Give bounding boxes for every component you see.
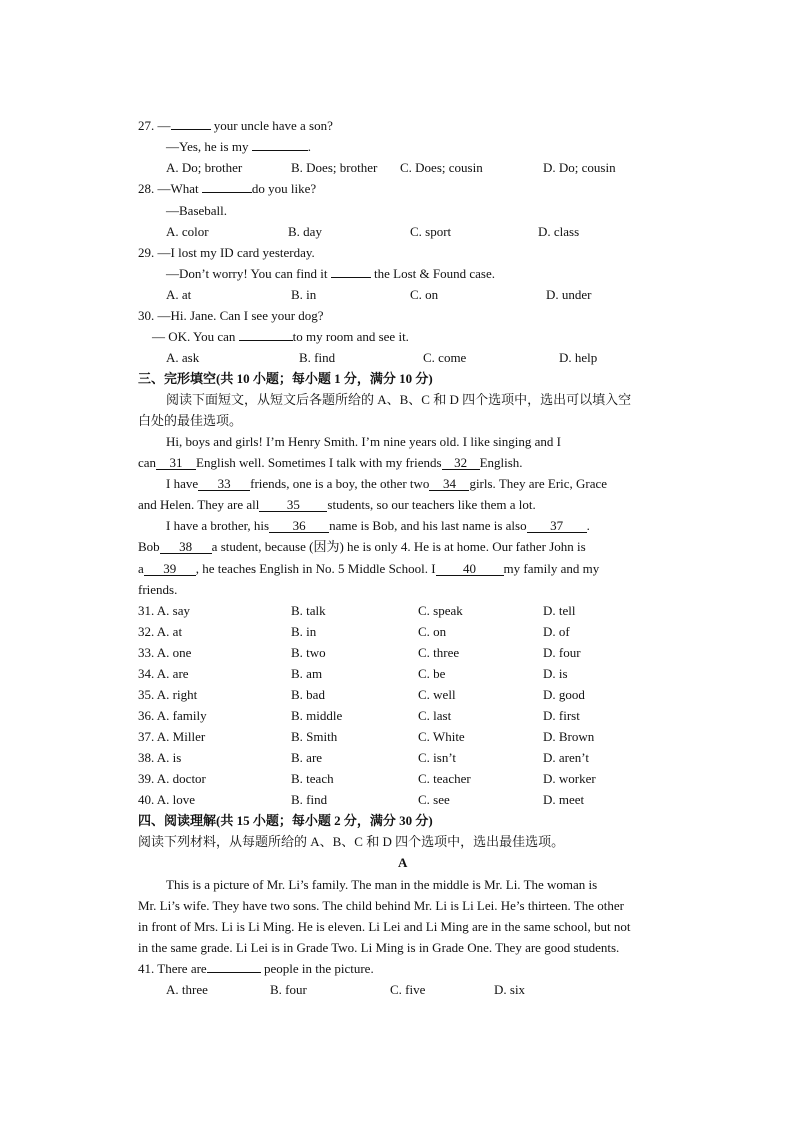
cloze-blank-37: 37 <box>527 519 587 533</box>
section-4-heading: 四、阅读理解(共 15 小题；每小题 2 分，满分 30 分) <box>138 813 433 828</box>
cloze-option: D. Brown <box>543 729 595 744</box>
cloze-option: C. on <box>418 624 447 639</box>
cloze-option: D. is <box>543 666 568 681</box>
reading-passage-line: This is a picture of Mr. Li’s family. The man in the middle is Mr. Li. The woman is <box>166 877 598 892</box>
cloze-option: B. am <box>291 666 323 681</box>
cloze-option: D. aren’t <box>543 750 589 765</box>
option: A. color <box>166 224 209 239</box>
passage-line: a 39 , he teaches English in No. 5 Middle School. I 40 my family and my <box>138 561 600 576</box>
cloze-option: C. last <box>418 708 452 723</box>
reading-passage-line: in the same grade. Li Lei is in Grade Two. Li Ming is in Grade One. They are good students. <box>138 940 620 955</box>
cloze-blank-33: 33 <box>198 477 250 491</box>
option: D. class <box>538 224 580 239</box>
option: B. find <box>299 350 336 365</box>
answer-blank <box>207 972 261 973</box>
cloze-option: 37. A. Miller <box>138 729 206 744</box>
option: D. six <box>494 982 526 997</box>
question-29-stem: 29. —I lost my ID card yesterday. <box>138 245 315 260</box>
cloze-blank-32: 32 <box>442 456 480 470</box>
cloze-option: B. middle <box>291 708 343 723</box>
cloze-option: D. meet <box>543 792 585 807</box>
cloze-option: 33. A. one <box>138 645 192 660</box>
cloze-blank-36: 36 <box>269 519 329 533</box>
cloze-option: C. isn’t <box>418 750 457 765</box>
answer-blank <box>171 129 211 130</box>
answer-blank <box>252 150 308 151</box>
section-3-heading: 三、完形填空(共 10 小题；每小题 1 分，满分 10 分) <box>138 371 433 386</box>
cloze-option: C. speak <box>418 603 463 618</box>
cloze-option: 38. A. is <box>138 750 182 765</box>
cloze-option: 35. A. right <box>138 687 198 702</box>
cloze-option: D. good <box>543 687 585 702</box>
option: B. day <box>288 224 322 239</box>
cloze-option: 36. A. family <box>138 708 207 723</box>
option: D. Do; cousin <box>543 160 616 175</box>
option: B. in <box>291 287 317 302</box>
cloze-option: C. see <box>418 792 450 807</box>
cloze-option: D. of <box>543 624 570 639</box>
option: A. three <box>166 982 208 997</box>
cloze-option: B. bad <box>291 687 325 702</box>
option: C. sport <box>410 224 452 239</box>
option: C. come <box>423 350 467 365</box>
cloze-option: D. four <box>543 645 581 660</box>
cloze-option: B. two <box>291 645 326 660</box>
cloze-option: B. are <box>291 750 323 765</box>
cloze-blank-39: 39 <box>144 562 196 576</box>
option: C. on <box>410 287 439 302</box>
cloze-option: C. be <box>418 666 446 681</box>
passage-line: Bob 38 a student, because (因为) he is only 4. He is at home. Our father John is <box>138 539 586 554</box>
question-30-stem: 30. —Hi. Jane. Can I see your dog? <box>138 308 324 323</box>
cloze-option: C. three <box>418 645 460 660</box>
option: C. five <box>390 982 426 997</box>
option: B. four <box>270 982 307 997</box>
cloze-option: B. talk <box>291 603 326 618</box>
question-41-stem: 41. There are people in the picture. <box>138 961 374 976</box>
section-4-instructions: 阅读下列材料，从每题所给的 A、B、C 和 D 四个选项中，选出最佳选项。 <box>138 834 565 849</box>
answer-blank <box>202 192 252 193</box>
question-29-reply: —Don’t worry! You can find it the Lost & Found case. <box>166 266 495 281</box>
reading-passage-line: Mr. Li’s wife. They have two sons. The child behind Mr. Li is Li Lei. He’s thirteen. The other <box>138 898 624 913</box>
cloze-blank-40: 40 <box>436 562 504 576</box>
question-28-reply: —Baseball. <box>166 203 228 218</box>
passage-line: I have a brother, his 36 name is Bob, and his last name is also 37 . <box>166 518 590 533</box>
cloze-option: B. find <box>291 792 328 807</box>
option: A. at <box>166 287 192 302</box>
cloze-option: 40. A. love <box>138 792 196 807</box>
cloze-option: D. first <box>543 708 580 723</box>
cloze-blank-31: 31 <box>156 456 196 470</box>
answer-blank <box>239 340 293 341</box>
cloze-option: 31. A. say <box>138 603 190 618</box>
question-27-stem: 27. — your uncle have a son? <box>138 118 333 133</box>
cloze-option: D. tell <box>543 603 576 618</box>
passage-line: Hi, boys and girls! I’m Henry Smith. I’m nine years old. I like singing and I <box>166 434 561 449</box>
passage-line: friends. <box>138 582 178 597</box>
answer-blank <box>331 277 371 278</box>
option: A. ask <box>166 350 200 365</box>
question-28-stem: 28. —What do you like? <box>138 181 317 196</box>
option: D. under <box>546 287 592 302</box>
question-27-reply: —Yes, he is my . <box>166 139 311 154</box>
cloze-option: 34. A. are <box>138 666 189 681</box>
passage-line: I have 33 friends, one is a boy, the other two 34 girls. They are Eric, Grace <box>166 476 608 491</box>
option: A. Do; brother <box>166 160 243 175</box>
cloze-blank-35: 35 <box>259 498 327 512</box>
cloze-option: C. well <box>418 687 456 702</box>
question-30-reply: — OK. You can to my room and see it. <box>152 329 409 344</box>
cloze-option: B. Smith <box>291 729 338 744</box>
reading-part-label: A <box>398 855 408 870</box>
option: D. help <box>559 350 598 365</box>
cloze-option: D. worker <box>543 771 596 786</box>
passage-line: and Helen. They are all 35 students, so our teachers like them a lot. <box>138 497 536 512</box>
cloze-option: 39. A. doctor <box>138 771 206 786</box>
section-3-instructions: 阅读下面短文，从短文后各题所给的 A、B、C 和 D 四个选项中，选出可以填入空 <box>166 392 632 407</box>
section-3-instructions-cont: 白处的最佳选项。 <box>138 413 243 428</box>
cloze-option: B. in <box>291 624 317 639</box>
option: C. Does; cousin <box>400 160 483 175</box>
cloze-option: B. teach <box>291 771 334 786</box>
cloze-blank-34: 34 <box>429 477 469 491</box>
cloze-option: 32. A. at <box>138 624 183 639</box>
reading-passage-line: in front of Mrs. Li is Li Ming. He is eleven. Li Lei and Li Ming are in the same school, but not <box>138 919 631 934</box>
passage-line: can 31 English well. Sometimes I talk with my friends 32 English. <box>138 455 523 470</box>
option: B. Does; brother <box>291 160 378 175</box>
cloze-blank-38: 38 <box>160 540 212 554</box>
cloze-option: C. teacher <box>418 771 471 786</box>
cloze-option: C. White <box>418 729 465 744</box>
